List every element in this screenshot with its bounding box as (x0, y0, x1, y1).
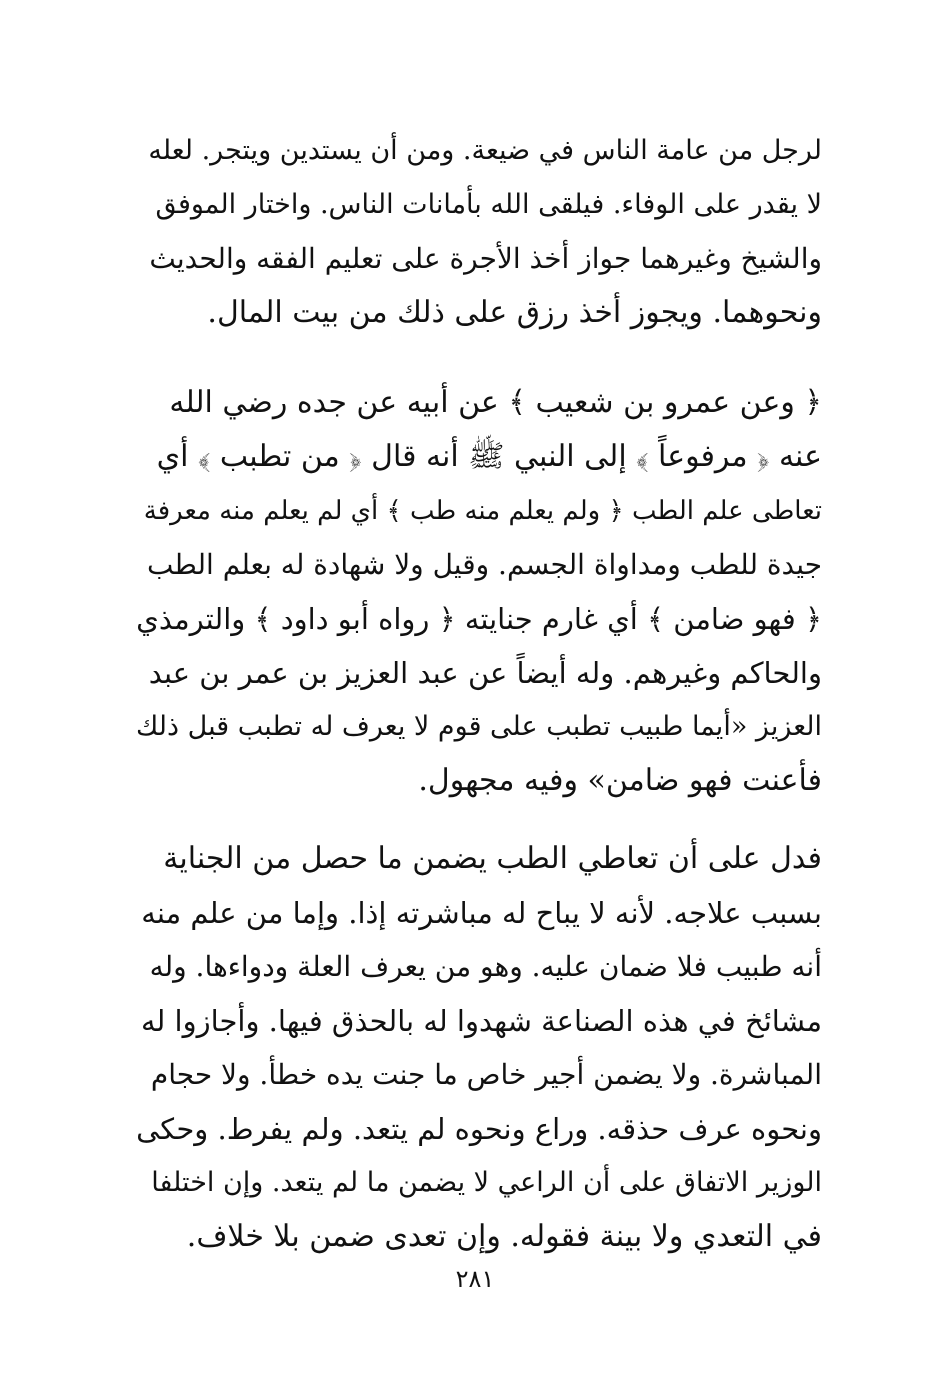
text-line: والحاكم وغيرهم. وله أيضاً عن عبد العزيز بن عمر بن عبد (148, 656, 822, 690)
text-line: فأعنت فهو ضامن» وفيه مجهول. (418, 763, 822, 798)
paragraph-1 (132, 124, 822, 340)
text-line: لرجل من عامة الناس في ضيعة. ومن أن يستدين ويتجر. لعله (148, 135, 822, 166)
text-line: والشيخ وغيرهما جواز أخذ الأجرة على تعليم الفقه والحديث (149, 242, 822, 275)
text-line: ﴿ فهو ضامن ﴾ أي غارم جنايته ﴿ رواه أبو داود ﴾ والترمذي (136, 602, 822, 636)
text-line: المباشرة. ولا يضمن أجير خاص ما جنت يده خطأ. ولا حجام (150, 1058, 822, 1091)
text-line: الوزير الاتفاق على أن الراعي لا يضمن ما لم يتعد. وإن اختلفا (151, 1167, 822, 1198)
text-line: جيدة للطب ومداواة الجسم. وقيل ولا شهادة له بعلم الطب (147, 548, 822, 581)
text-line: فدل على أن تعاطي الطب يضمن ما حصل من الجناية (163, 841, 822, 876)
text-line: تعاطى علم الطب ﴿ ولم يعلم منه طب ﴾ أي لم يعلم منه معرفة (143, 496, 822, 526)
text-line: ونحوهما. ويجوز أخذ رزق على ذلك من بيت المال. (207, 295, 822, 330)
text-line: لا يقدر على الوفاء. فيلقى الله بأمانات الناس. واختار الموفق (155, 189, 822, 220)
text-line: العزيز «أيما طبيب تطبب على قوم لا يعرف له تطبب قبل ذلك (136, 711, 822, 742)
page-number: ٢٨١ (455, 1265, 495, 1293)
text-line: ونحوه عرف حذقه. وراع ونحوه لم يتعد. ولم يفرط. وحكى (136, 1112, 822, 1146)
text-line: ﴿ وعن عمرو بن شعيب ﴾ عن أبيه عن جده رضي الله (169, 385, 822, 420)
text-line: في التعدي ولا بينة فقوله. وإن تعدى ضمن بلا خلاف. (186, 1219, 822, 1254)
text-line: بسبب علاجه. لأنه لا يباح له مباشرته إذا. وإما من علم منه (141, 896, 822, 930)
text-line: عنه ﴿ مرفوعاً ﴾ إلى النبي ﷺ أنه قال ﴿ من تطبب ﴾ أي (156, 439, 822, 474)
paragraph-2 (132, 376, 822, 808)
text-line: أنه طبيب فلا ضمان عليه. وهو من يعرف العلة ودواءها. وله (149, 950, 822, 983)
paragraph-3 (132, 832, 822, 1264)
text-line: مشائخ في هذه الصناعة شهدوا له بالحذق فيها. وأجازوا له (140, 1004, 822, 1038)
